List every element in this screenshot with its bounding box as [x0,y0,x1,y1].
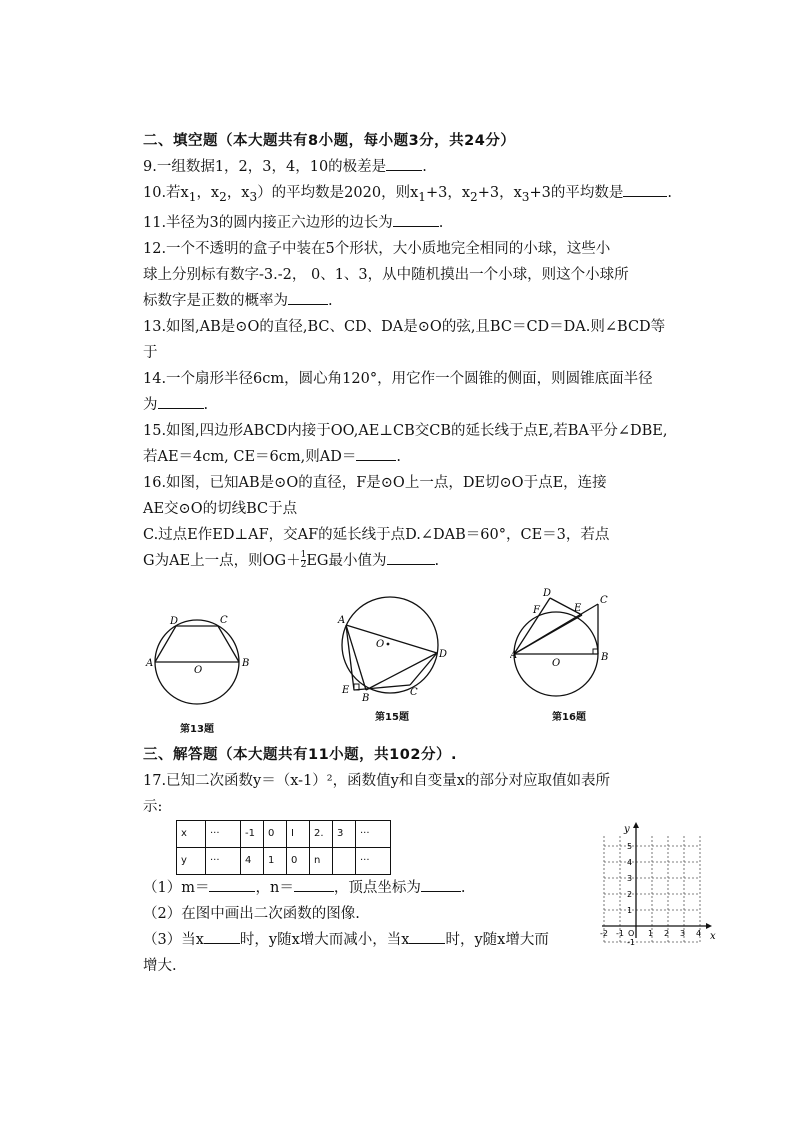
table-cell: ··· [356,848,391,875]
fig13-label-d: D [170,616,179,627]
figure-15-caption: 第15题 [375,712,409,723]
x-tick-label: -2 [600,929,608,938]
question-17-part3: （3）当x 时，y随x增大而减小，当x 时，y随x增大而 [143,927,703,953]
fig13-label-a: A [146,658,154,669]
table-cell: 0 [287,848,310,875]
fig16-label-d: D [543,588,552,599]
table-cell [333,848,356,875]
question-10: 10.若$x_1$，$x_2$，$x_3$）的平均数是2020，则$x_1+3$，$x_2+3$，$x_3+3$的平均数是 . [143,180,703,210]
table-cell: I [287,821,310,848]
table-row [177,821,391,848]
x-tick-label: 4 [696,929,702,938]
table-cell: ··· [206,848,241,875]
answer-blank [623,182,667,197]
table-cell: y [177,848,206,875]
fig15-label-a: A [338,615,346,626]
fraction-one-half: $\frac{1}{2}$ [300,550,307,571]
fig16-label-b: B [601,652,609,663]
fig15-label-b: B [362,693,370,704]
table-cell: 1 [264,848,287,875]
answer-blank [204,929,240,944]
answer-blank [421,877,461,892]
fig15-label-d: D [439,649,448,660]
table-row [177,848,391,875]
table-cell: x [177,821,206,848]
table-cell: -1 [241,821,264,848]
table-cell: ··· [206,821,241,848]
coordinate-grid-svg [598,820,718,950]
fig13-label-o: O [194,665,203,676]
answer-blank [158,394,204,409]
y-axis-arrow [633,822,639,828]
table-cell: 2. [310,821,333,848]
question-17-part2: （2）在图中画出二次函数的图像. [143,906,360,922]
figure-16-caption: 第16题 [552,712,586,723]
answer-blank [288,290,328,305]
fig15-label-c: C [410,687,418,698]
value-table [176,820,391,875]
figure-13-diagram [142,610,252,720]
figure-15-diagram [332,593,452,708]
fig16-label-a: A [510,650,518,661]
question-12: 12.一个不透明的盒子中装在5个形状，大小质地完全相同的小球，这些小 球上分别标有数字-3.-2， 0、1、3，从中随机摸出一个小球，则这个小球所 标数字是正数的概率为 . [143,240,629,309]
x-axis-arrow [706,923,712,929]
y-tick-label: 2 [627,890,633,899]
figure-13 [142,610,252,735]
table-cell: 0 [264,821,287,848]
question-14: 14.一个扇形半径6cm，圆心角120°，用它作一个圆锥的侧面，则圆锥底面半径 为 . [143,370,653,413]
x-tick-label: 1 [648,929,654,938]
exam-page [143,128,703,574]
y-tick-label: 3 [627,874,633,883]
y-axis-label: y [624,824,630,835]
figure-16-diagram [510,588,628,708]
answer-blank [294,877,334,892]
x-tick-label: 2 [664,929,670,938]
answer-blank [387,550,435,565]
answer-blank [386,156,422,171]
question-17-line2: 示: [143,799,163,815]
x-tick-label: -1 [616,929,624,938]
y-tick-label: -1 [627,938,635,947]
answer-blank [356,446,396,461]
question-15: 15.如图,四边形ABCD内接于OO,AE⊥CB交CB的延长线于点E,若BA平分∠DBE, 若AE＝4cm, CE＝6cm,则AD＝ . [143,422,668,465]
figure-16 [510,588,628,723]
fig13-label-c: C [220,615,228,626]
fig15-label-o: O [376,639,385,650]
figure-15 [332,593,452,723]
fig13-label-b: B [242,658,250,669]
fig16-label-o: O [552,658,561,669]
question-9: 9.一组数据1，2，3，4，10的极差是 . [143,154,703,180]
question-17-part1: （1）m＝ ，n＝ ，顶点坐标为 . [143,875,703,901]
fig16-label-f: F [533,605,540,616]
answer-blank [393,212,439,227]
x-tick-label: 3 [680,929,686,938]
table-cell: 3 [333,821,356,848]
figure-13-caption: 第13题 [180,724,214,735]
fig16-label-e: E [574,603,582,614]
question-16: 16.如图，已知AB是⊙O的直径，F是⊙O上一点，DE切⊙O于点E，连接 AE交⊙O的切线BC于点 C.过点E作ED⊥AF，交AF的延长线于点D.∠DAB＝60°，CE＝3，若点 G为AE上一点，则OG＋ $\frac{1}{2}$ EG最小值为 . [143,474,610,571]
table-cell: ··· [356,821,391,848]
y-tick-label: 4 [627,858,633,867]
section2-title: 二、填空题（本大题共有8小题，每小题3分，共24分） [143,133,516,149]
table-cell: 4 [241,848,264,875]
fig16-label-c: C [600,595,608,606]
y-tick-label: 1 [627,906,633,915]
question-17-line1: 17.已知二次函数y＝（x-1）²，函数值y和自变量x的部分对应取值如表所 [143,773,610,789]
coordinate-grid [598,820,718,954]
section3-title: 三、解答题（本大题共有11小题，共102分）. [143,747,457,763]
question-17-part3-cont: 增大. [143,958,177,974]
x-tick-label: O [628,929,635,938]
answer-blank [409,929,445,944]
table-cell: n [310,848,333,875]
answer-blank [209,877,255,892]
fig15-label-e: E [342,685,350,696]
y-tick-label: 5 [627,842,633,851]
x-axis-label: x [710,931,716,942]
question-13: 13.如图,AB是⊙O的直径,BC、CD、DA是⊙O的弦,且BC＝CD＝DA.则∠BCD等 于 [143,318,666,361]
question-11: 11.半径为3的圆内接正六边形的边长为 . [143,210,703,236]
